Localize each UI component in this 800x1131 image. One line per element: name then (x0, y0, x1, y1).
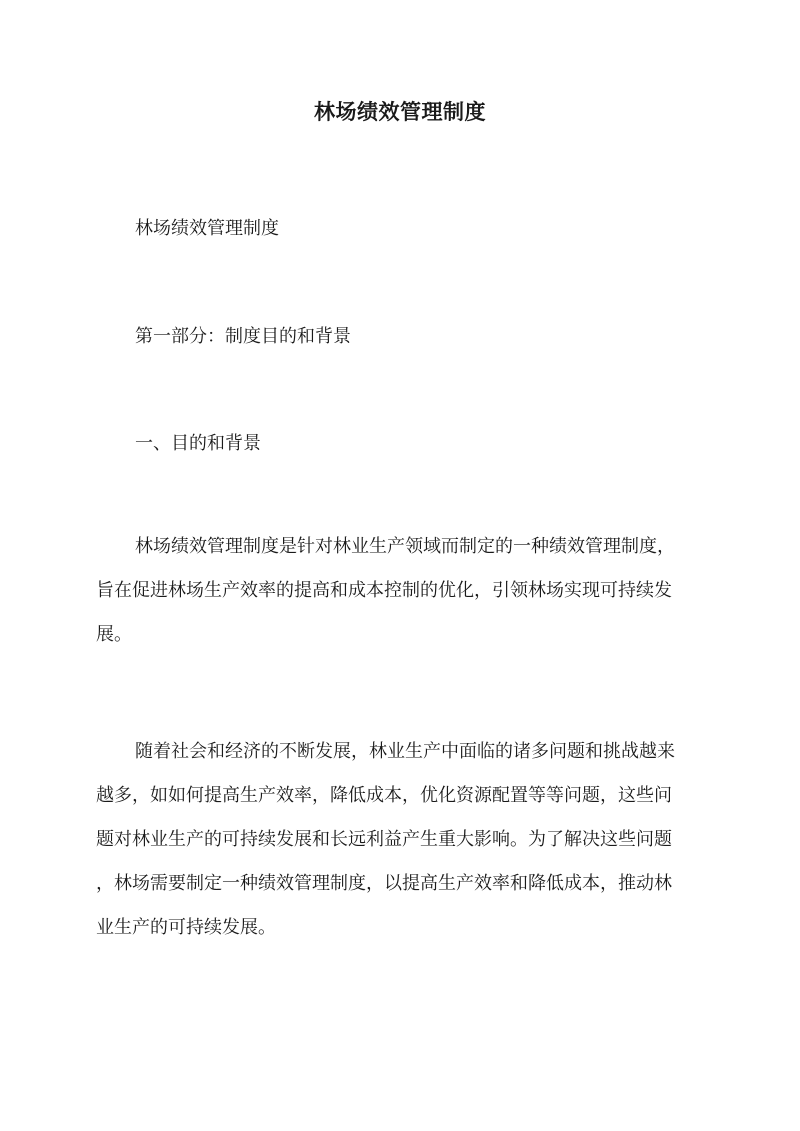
paragraph-line: 题对林业生产的可持续发展和长远利益产生重大影响。为了解决这些问题 (96, 829, 672, 850)
paragraph-line: 展。 (96, 624, 132, 645)
paragraph-line: 随着社会和经济的不断发展，林业生产中面临的诸多问题和挑战越来 (135, 741, 675, 762)
document-title: 林场绩效管理制度 (314, 99, 486, 124)
section-heading: 一、目的和背景 (135, 433, 261, 454)
part-heading: 第一部分：制度目的和背景 (135, 326, 351, 347)
paragraph-line: ，林场需要制定一种绩效管理制度，以提高生产效率和降低成本，推动林 (96, 873, 672, 894)
paragraph-background (96, 730, 696, 950)
document-subtitle: 林场绩效管理制度 (135, 218, 279, 239)
paragraph-line: 越多，如如何提高生产效率，降低成本，优化资源配置等等问题，这些问 (96, 785, 672, 806)
paragraph-line: 旨在促进林场生产效率的提高和成本控制的优化，引领林场实现可持续发 (96, 580, 672, 601)
paragraph-line: 林场绩效管理制度是针对林业生产领域而制定的一种绩效管理制度， (135, 536, 675, 557)
paragraph-purpose (96, 525, 696, 657)
paragraph-line: 业生产的可持续发展。 (96, 917, 276, 938)
